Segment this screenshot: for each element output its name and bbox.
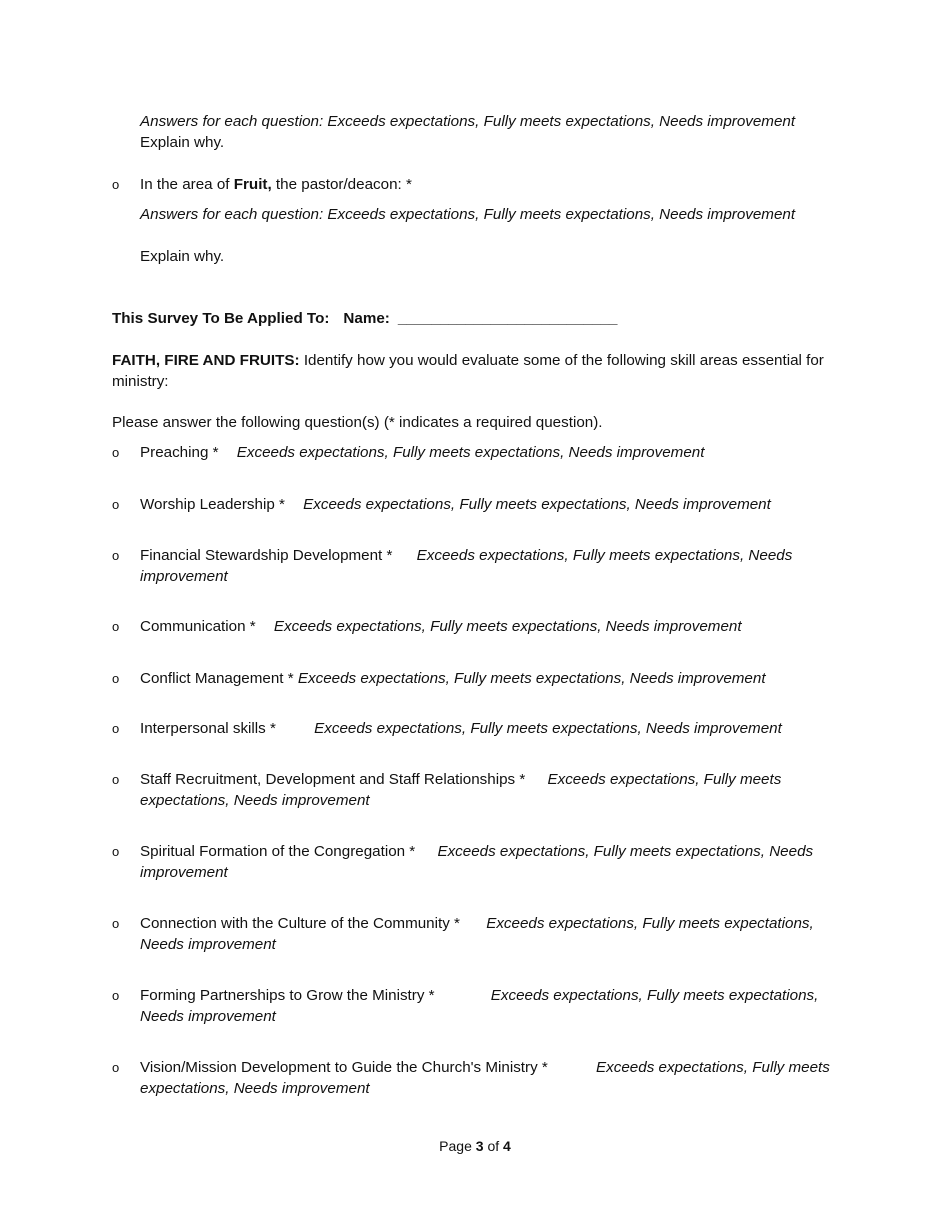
question-item <box>140 718 840 739</box>
answer-options[interactable]: Exceeds expectations, Fully meets expectations, Needs improvement <box>140 547 793 585</box>
fruit-prefix: In the area of <box>140 176 234 193</box>
fruit-question <box>140 174 840 195</box>
bullet-icon: o <box>112 916 120 931</box>
answer-options[interactable]: Exceeds expectations, Fully meets expectations, Needs improvement <box>273 618 742 635</box>
question-label: Spiritual Formation of the Congregation * <box>140 843 416 860</box>
page-footer <box>0 1136 950 1157</box>
fruit-answers-line: Answers for each question: Exceeds expectations, Fully meets expectations, Needs improvement <box>140 206 796 223</box>
question-item <box>140 1057 840 1099</box>
survey-applied-label: This Survey To Be Applied To: <box>112 310 330 327</box>
bullet-icon: o <box>112 177 120 192</box>
question-item <box>140 668 840 689</box>
question-label: Communication * <box>140 618 256 635</box>
question-label: Conflict Management * <box>140 670 294 687</box>
bullet-icon: o <box>112 671 120 686</box>
instructions-text: Please answer the following question(s) (* indicates a required question). <box>112 414 603 431</box>
answer-options[interactable]: Exceeds expectations, Fully meets expectations, Needs improvement <box>140 987 819 1025</box>
page-word: Page <box>439 1138 472 1154</box>
question-item <box>140 913 840 955</box>
bullet-icon: o <box>112 721 120 736</box>
question-label: Connection with the Culture of the Community * <box>140 915 460 932</box>
answer-options[interactable]: Exceeds expectations, Fully meets expectations, Needs improvement <box>140 915 814 953</box>
bullet-icon: o <box>112 988 120 1003</box>
question-label: Financial Stewardship Development * <box>140 547 393 564</box>
question-label: Vision/Mission Development to Guide the Church's Ministry * <box>140 1059 548 1076</box>
question-item <box>140 545 840 587</box>
answer-options[interactable]: Exceeds expectations, Fully meets expectations, Needs improvement <box>140 843 814 881</box>
bullet-icon: o <box>112 619 120 634</box>
faith-text: Identify how you would evaluate some of the following skill areas essential for ministry: <box>112 352 824 390</box>
fruit-bold: Fruit, <box>233 176 272 193</box>
faith-fire-fruits-paragraph <box>112 350 842 392</box>
fruit-suffix: the pastor/deacon: * <box>271 176 412 193</box>
explain-why-text: Explain why. <box>140 134 225 151</box>
answer-options[interactable]: Exceeds expectations, Fully meets expectations, Needs improvement <box>140 1059 830 1097</box>
question-item <box>140 494 840 515</box>
question-label: Staff Recruitment, Development and Staff Relationships * <box>140 771 526 788</box>
answer-options[interactable]: Exceeds expectations, Fully meets expectations, Needs improvement <box>236 444 705 461</box>
answer-options[interactable]: Exceeds expectations, Fully meets expectations, Needs improvement <box>297 670 766 687</box>
total-pages: 4 <box>503 1138 511 1154</box>
answer-options[interactable]: Exceeds expectations, Fully meets expectations, Needs improvement <box>140 771 782 809</box>
bullet-icon: o <box>112 772 120 787</box>
question-label: Preaching * <box>140 444 219 461</box>
question-label: Interpersonal skills * <box>140 720 276 737</box>
fruit-explain-text: Explain why. <box>140 248 225 265</box>
question-label: Forming Partnerships to Grow the Ministry * <box>140 987 435 1004</box>
bullet-icon: o <box>112 548 120 563</box>
question-item <box>140 616 840 637</box>
survey-applied-line <box>112 308 842 329</box>
answer-options[interactable]: Exceeds expectations, Fully meets expectations, Needs improvement <box>303 496 771 513</box>
question-label: Worship Leadership * <box>140 496 285 513</box>
of-word: of <box>487 1138 500 1154</box>
current-page: 3 <box>475 1138 484 1154</box>
answer-options[interactable]: Exceeds expectations, Fully meets expectations, Needs improvement <box>314 720 782 737</box>
name-label: Name: <box>343 310 390 327</box>
question-item <box>140 769 840 811</box>
question-item <box>140 841 840 883</box>
question-item <box>140 985 840 1027</box>
faith-heading: FAITH, FIRE AND FRUITS: <box>112 352 300 369</box>
bullet-icon: o <box>112 844 120 859</box>
bullet-icon: o <box>112 445 120 460</box>
question-item <box>140 442 840 463</box>
name-input-line[interactable]: __________________________ <box>397 310 618 327</box>
bullet-icon: o <box>112 1060 120 1075</box>
bullet-icon: o <box>112 497 120 512</box>
answers-options-line: Answers for each question: Exceeds expectations, Fully meets expectations, Needs improvement <box>140 113 796 130</box>
